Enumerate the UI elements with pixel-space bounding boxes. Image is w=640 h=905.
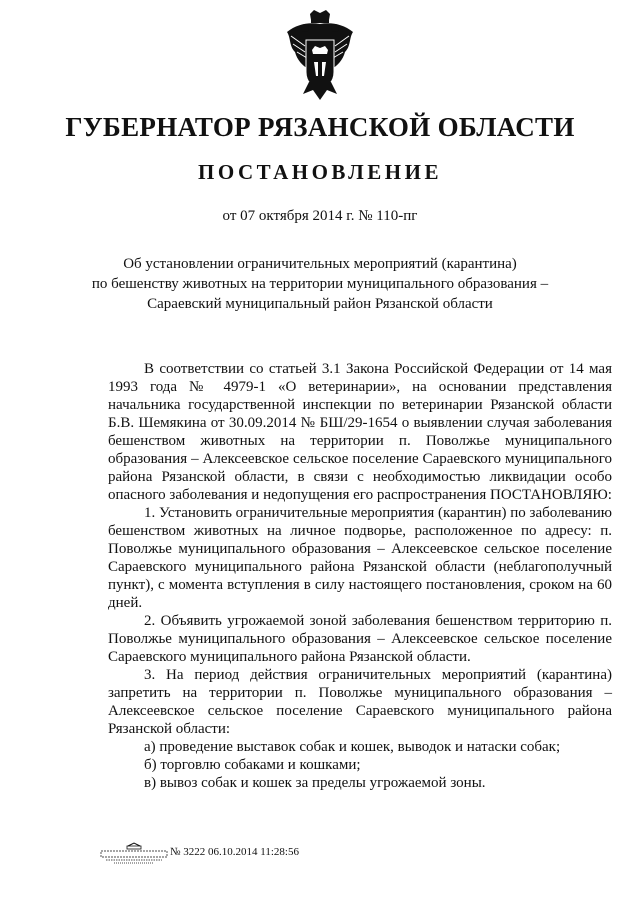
registration-number: № 3222 06.10.2014 11:28:56 [170, 846, 299, 858]
document-body [108, 360, 612, 792]
point-1-paragraph: 1. Установить ограничительные мероприятия (карантин) по заболеванию бешенством животных на личное подворье, расположенное по адресу: п. Поволжье муниципального образования – Алексеевское сельское поселение Сараевского муниципального района Рязанской области (неблагополучный пункт), с момента вступления в силу настоящего постановления, сроком на 60 дней. [108, 505, 612, 611]
organization-title: ГУБЕРНАТОР РЯЗАНСКОЙ ОБЛАСТИ [65, 112, 575, 142]
document-subject [80, 254, 560, 314]
registration-stamp-icon [100, 842, 168, 866]
document-date-number: от 07 октября 2014 г. № 110-пг [222, 208, 418, 224]
subitem-b: б) торговлю собаками и кошками; [144, 757, 361, 773]
preamble-paragraph: В соответствии со статьей 3.1 Закона Российской Федерации от 14 мая 1993 года № 4979-1 «О ветеринарии», на основании представления начальника государственной инспекции по ветеринарии Рязанской области Б.В. Шемякина от 30.09.2014 № БШ/29-1654 о выявлении случая заболевания бешенством животных на территории п. Поволжье муниципального образования – Алексеевское сельское поселение Сараевского муниципального района Рязанской области, в связи с необходимостью ликвидации особо опасного заболевания и недопущения его распространения ПОСТАНОВЛЯЮ: [108, 361, 612, 503]
document-type-title: ПОСТАНОВЛЕНИЕ [198, 160, 442, 184]
point-2-paragraph: 2. Объявить угрожаемой зоной заболевания бешенством территорию п. Поволжье муниципального образования – Алексеевское сельское поселение Сараевского муниципального района Рязанской области. [108, 613, 612, 665]
subject-line: Сараевский муниципальный район Рязанской области [147, 296, 493, 312]
ryazan-coat-of-arms-icon [283, 10, 357, 104]
point-3-paragraph: 3. На период действия ограничительных мероприятий (карантина) запретить на территории п. Поволжье муниципального образования – Алексеевское сельское поселение Сараевского муниципального района Рязанской области: [108, 667, 612, 737]
subitem-a: а) проведение выставок собак и кошек, выводок и натаски собак; [144, 739, 561, 755]
subject-line: Об установлении ограничительных мероприятий (карантина) [123, 256, 517, 272]
subject-line: по бешенству животных на территории муниципального образования – [91, 276, 549, 292]
subitem-c: в) вывоз собак и кошек за пределы угрожаемой зоны. [144, 775, 486, 791]
